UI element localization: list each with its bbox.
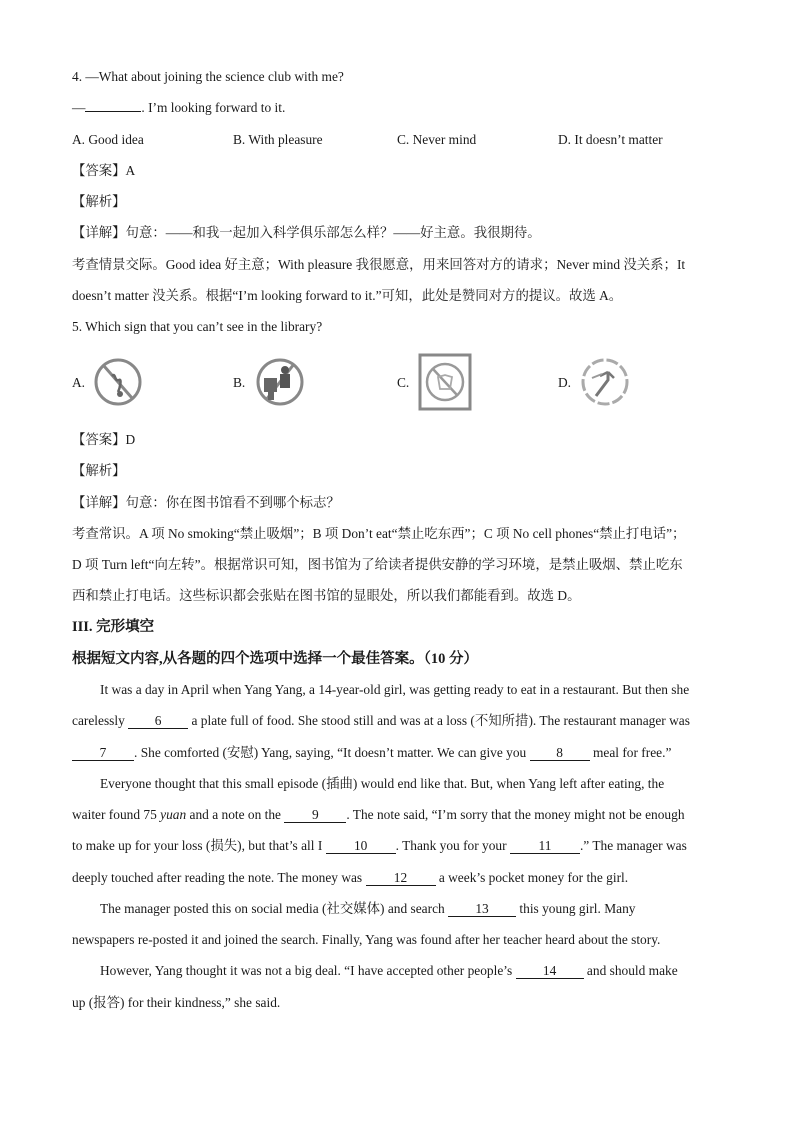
blank-12: 12 — [366, 871, 436, 886]
q5-explain-line3: 西和禁止打电话。这些标识都会张贴在图书馆的显眼处，所以我们都能看到。故选 D。 — [72, 588, 581, 603]
passage-text: . She comforted (安慰) Yang, saying, “It doesn’t matter. We can give you — [134, 745, 530, 760]
q4-analysis-heading: 【解析】 — [72, 194, 126, 209]
passage-p1-line1: It was a day in April when Yang Yang, a 14-year-old girl, was getting ready to eat in a restaurant. But then she — [100, 682, 690, 697]
no-smoking-sign-icon — [92, 354, 144, 410]
passage-text: . The note said, “I’m sorry that the money might not be enough — [346, 807, 685, 822]
q5-explain-line1: 考查常识。A 项 No smoking“禁止吸烟”；B 项 Don’t eat“禁止吃东西”；C 项 No cell phones“禁止打电话”； — [72, 526, 686, 541]
passage-p2-line3 — [72, 837, 687, 855]
q5-detail: 【详解】句意：你在图书馆看不到哪个标志？ — [72, 495, 340, 510]
q4-option-c: C. Never mind — [397, 132, 477, 147]
blank-8: 8 — [530, 746, 590, 761]
passage-p1-line2 — [72, 712, 690, 730]
q4-reply — [72, 99, 285, 117]
passage-text: a plate full of food. She stood still and was at a loss (不知所措). The restaurant manager was — [188, 713, 690, 728]
passage-text: However, Yang thought it was not a big deal. “I have accepted other people’s — [100, 963, 516, 978]
q5-answer: 【答案】D — [72, 432, 136, 447]
passage-text: .” The manager was — [579, 838, 687, 853]
passage-text: deeply touched after reading the note. The money was — [72, 870, 366, 885]
no-cell-phones-sign-icon — [418, 353, 472, 411]
passage-p3-line1 — [100, 900, 635, 918]
blank-13: 13 — [448, 902, 516, 917]
q4-explain-line2: doesn’t matter 没关系。根据“I’m looking forward to it.”可知，此处是赞同对方的提议。故选 A。 — [72, 288, 623, 303]
passage-text: and should make — [583, 963, 678, 978]
q4-option-b: B. With pleasure — [233, 132, 323, 147]
passage-text: waiter found 75 — [72, 807, 161, 822]
passage-text: a week’s pocket money for the girl. — [435, 870, 629, 885]
blank-7: 7 — [72, 746, 134, 761]
q5-label-b: B. — [233, 375, 246, 390]
blank-10: 10 — [326, 839, 396, 854]
passage-text: and a note on the — [186, 807, 285, 822]
passage-p4-line2: up (报答) for their kindness,” she said. — [72, 995, 281, 1010]
passage-text: this young girl. Many — [516, 901, 636, 916]
q4-option-d: D. It doesn’t matter — [558, 132, 663, 147]
section-instruction: 根据短文内容,从各题的四个选项中选择一个最佳答案。（10 分） — [72, 651, 478, 667]
blank-6: 6 — [128, 714, 188, 729]
q5-explain-line2: D 项 Turn left“向左转”。根据常识可知，图书馆为了给读者提供安静的学习环境，是禁止吸烟、禁止吃东 — [72, 557, 683, 572]
blank-11: 11 — [510, 839, 580, 854]
q4-explain-line1: 考查情景交际。Good idea 好主意；With pleasure 我很愿意，用来回答对方的请求；Never mind 没关系；It — [72, 257, 686, 272]
passage-p2-line1: Everyone thought that this small episode (插曲) would end like that. But, when Yang left after eating, the — [100, 776, 665, 791]
q4-option-a: A. Good idea — [72, 132, 144, 147]
passage-p3-line2: newspapers re-posted it and joined the search. Finally, Yang was found after her teacher heard about the story. — [72, 932, 661, 947]
passage-p2-line4 — [72, 869, 628, 887]
passage-text: The manager posted this on social media (社交媒体) and search — [100, 901, 449, 916]
q4-reply-text: . I’m looking forward to it. — [141, 100, 286, 115]
passage-p2-line2 — [72, 806, 685, 824]
q5-analysis-heading: 【解析】 — [72, 463, 126, 478]
no-eating-sign-icon — [254, 354, 306, 410]
section-title: III. 完形填空 — [72, 619, 155, 635]
q4-detail: 【详解】句意：——和我一起加入科学俱乐部怎么样？——好主意。我很期待。 — [72, 225, 541, 240]
passage-text: . Thank you for your — [395, 838, 510, 853]
blank-9: 9 — [284, 808, 346, 823]
passage-text-italic: yuan — [160, 807, 187, 822]
q4-reply-dash: — — [72, 100, 86, 115]
passage-text: to make up for your loss (损失), but that’s all I — [72, 838, 326, 853]
passage-p4-line1 — [100, 962, 678, 980]
q5-question: 5. Which sign that you can’t see in the library? — [72, 319, 323, 334]
q4-blank — [85, 111, 141, 112]
q5-label-a: A. — [72, 375, 86, 390]
passage-p1-line3 — [72, 744, 671, 762]
passage-text: meal for free.” — [589, 745, 672, 760]
q4-answer: 【答案】A — [72, 163, 136, 178]
q5-label-c: C. — [397, 375, 410, 390]
turn-left-sign-icon — [578, 352, 632, 410]
blank-14: 14 — [516, 964, 584, 979]
q5-label-d: D. — [558, 375, 572, 390]
q4-question: 4. —What about joining the science club with me? — [72, 69, 344, 84]
passage-text: carelessly — [72, 713, 129, 728]
